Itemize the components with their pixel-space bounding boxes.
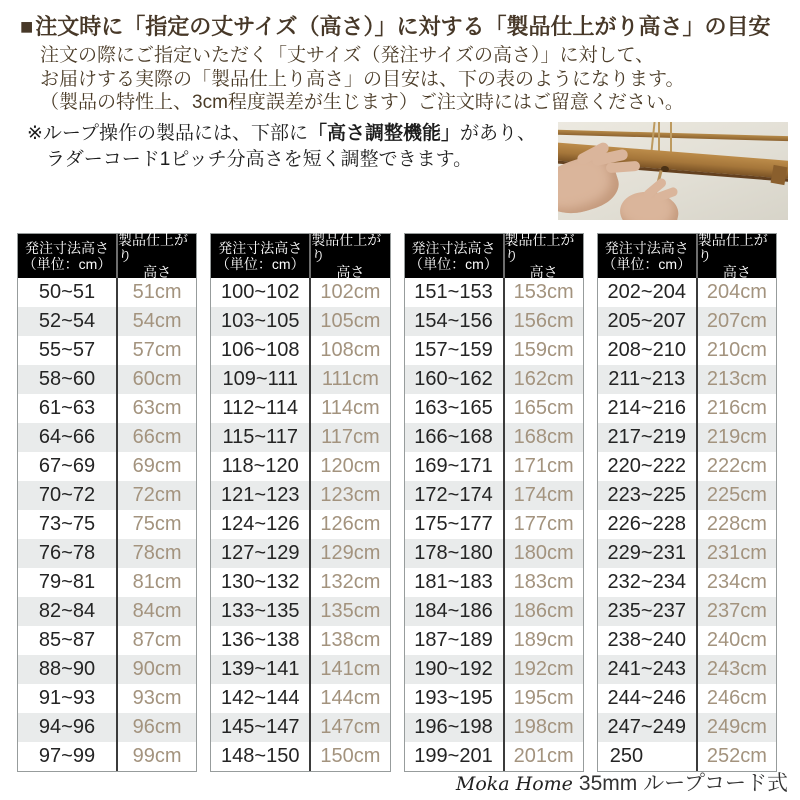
order-size-cell: 85~87 [38, 629, 96, 651]
finished-height-cell: 60cm [116, 365, 196, 394]
finished-height-header [116, 234, 196, 278]
product-type-label: 35mm ループコード式 [578, 772, 788, 795]
table-row [18, 597, 196, 626]
finished-height-cell: 210cm [696, 336, 776, 365]
table-row [18, 684, 196, 713]
finished-height-cell: 156cm [503, 307, 583, 336]
order-size-cell: 217~219 [607, 426, 686, 448]
intro-line: お届けする実際の「製品仕上り高さ」の目安は、下の表のようになります。 [40, 68, 685, 90]
table-row [211, 626, 389, 655]
table-row [18, 423, 196, 452]
order-size-cell: 250 [609, 745, 644, 767]
order-size-cell: 241~243 [607, 658, 686, 680]
order-size-cell: 232~234 [607, 571, 686, 593]
order-size-cell: 205~207 [607, 310, 686, 332]
table-row [598, 539, 776, 568]
finished-height-cell: 219cm [696, 423, 776, 452]
order-size-cell: 115~117 [222, 426, 298, 448]
note-line-1 [27, 121, 557, 147]
page-title-text: 注文時に「指定の丈サイズ（高さ）」に対する「製品仕上がり高さ」の目安 [35, 14, 771, 39]
finished-height-cell: 99cm [116, 742, 196, 771]
order-size-cell: 100~102 [221, 281, 300, 303]
table-row [18, 568, 196, 597]
finished-height-cell: 213cm [696, 365, 776, 394]
finished-height-cell: 231cm [696, 539, 776, 568]
table-row [405, 365, 583, 394]
order-size-cell: 157~159 [414, 339, 493, 361]
table-row [598, 684, 776, 713]
finished-height-cell: 66cm [116, 423, 196, 452]
finished-height-cell: 183cm [503, 568, 583, 597]
table-row [211, 568, 389, 597]
blind-slat [558, 130, 788, 142]
page-title [20, 10, 780, 41]
table-row [405, 452, 583, 481]
order-size-cell: 247~249 [607, 716, 686, 738]
finished-height-cell: 129cm [309, 539, 389, 568]
table-row [211, 481, 389, 510]
finished-height-cell: 168cm [503, 423, 583, 452]
finished-height-cell: 111cm [309, 365, 389, 394]
finished-height-cell: 195cm [503, 684, 583, 713]
finished-height-cell: 69cm [116, 452, 196, 481]
order-size-cell: 187~189 [414, 629, 493, 651]
header-text: 発注寸法高さ [218, 240, 303, 256]
finished-height-cell: 192cm [503, 655, 583, 684]
table-row [18, 336, 196, 365]
loop-adjustment-note [27, 121, 557, 173]
table-row [405, 539, 583, 568]
finished-height-cell: 222cm [696, 452, 776, 481]
finished-height-header [309, 234, 389, 278]
order-size-cell: 211~213 [608, 368, 686, 390]
table-row [211, 307, 389, 336]
finished-height-cell: 150cm [309, 742, 389, 771]
finished-height-cell: 252cm [696, 742, 776, 771]
blind-rail-end [771, 165, 788, 185]
finished-height-cell: 138cm [309, 626, 389, 655]
note-text: ループ操作の製品には、下部に [42, 123, 308, 144]
table-row [598, 713, 776, 742]
finished-height-cell: 141cm [309, 655, 389, 684]
left-hand-finger [606, 161, 641, 173]
finished-height-cell: 240cm [696, 626, 776, 655]
order-size-cell: 73~75 [38, 513, 96, 535]
table-row [405, 336, 583, 365]
finished-height-cell: 135cm [309, 597, 389, 626]
table-row [18, 452, 196, 481]
table-header-row [598, 234, 776, 278]
order-size-cell: 67~69 [38, 455, 96, 477]
table-row [598, 452, 776, 481]
finished-height-cell: 177cm [503, 510, 583, 539]
finished-height-cell: 186cm [503, 597, 583, 626]
table-row [405, 713, 583, 742]
table-row [18, 713, 196, 742]
table-row [18, 742, 196, 771]
table-row [598, 481, 776, 510]
order-size-cell: 142~144 [221, 687, 300, 709]
finished-height-cell: 216cm [696, 394, 776, 423]
finished-height-header [503, 234, 583, 278]
order-size-cell: 91~93 [38, 687, 96, 709]
table-row [405, 626, 583, 655]
table-row [405, 307, 583, 336]
finished-height-cell: 162cm [503, 365, 583, 394]
table-row [18, 655, 196, 684]
finished-height-cell: 204cm [696, 278, 776, 307]
order-size-cell: 82~84 [38, 600, 96, 622]
order-size-header [18, 234, 116, 278]
order-size-cell: 208~210 [607, 339, 686, 361]
table-row [405, 655, 583, 684]
finished-height-cell: 174cm [503, 481, 583, 510]
table-row [598, 626, 776, 655]
finished-height-cell: 132cm [309, 568, 389, 597]
table-row [405, 568, 583, 597]
finished-height-cell: 96cm [116, 713, 196, 742]
size-table-202-250 [597, 233, 777, 772]
square-bullet-icon: ■ [20, 14, 34, 39]
table-header-row [211, 234, 389, 278]
order-size-cell: 160~162 [414, 368, 493, 390]
table-row [211, 713, 389, 742]
order-size-cell: 178~180 [414, 542, 493, 564]
table-row [211, 278, 389, 307]
finished-height-cell: 78cm [116, 539, 196, 568]
finished-height-cell: 126cm [309, 510, 389, 539]
table-row [18, 539, 196, 568]
order-size-cell: 151~153 [414, 281, 493, 303]
note-text: があり、 [460, 123, 537, 144]
finished-height-cell: 105cm [309, 307, 389, 336]
table-row [598, 510, 776, 539]
intro-line: （製品の特性上、3cm程度誤差が生じます）ご注文時にはご留意ください。 [40, 92, 684, 113]
table-row [18, 481, 196, 510]
header-text: 製品仕上がり [504, 232, 575, 264]
finished-height-cell: 93cm [116, 684, 196, 713]
table-row [18, 394, 196, 423]
table-row [598, 655, 776, 684]
header-text: 製品仕上がり [311, 232, 382, 264]
order-size-cell: 190~192 [414, 658, 493, 680]
order-size-cell: 172~174 [414, 484, 493, 506]
order-size-cell: 193~195 [414, 687, 493, 709]
order-size-cell: 202~204 [607, 281, 686, 303]
finished-height-cell: 51cm [116, 278, 196, 307]
size-table-151-201 [404, 233, 584, 772]
order-size-cell: 169~171 [414, 455, 493, 477]
brand-footer [456, 767, 788, 797]
table-row [211, 539, 389, 568]
brand-logo-text: Moka Home [455, 773, 573, 795]
order-size-cell: 52~54 [38, 310, 96, 332]
table-row [598, 394, 776, 423]
table-row [18, 278, 196, 307]
order-size-cell: 70~72 [38, 484, 96, 506]
order-size-cell: 184~186 [414, 600, 493, 622]
header-text: （単位：cm） [409, 256, 498, 272]
height-adjustment-photo [558, 122, 788, 220]
finished-height-cell: 165cm [503, 394, 583, 423]
order-size-cell: 175~177 [414, 513, 493, 535]
finished-height-cell: 237cm [696, 597, 776, 626]
order-size-cell: 181~183 [414, 571, 493, 593]
header-text: （単位：cm） [215, 256, 305, 272]
finished-height-cell: 81cm [116, 568, 196, 597]
header-text: 高さ [143, 264, 172, 280]
order-size-cell: 103~105 [221, 310, 300, 332]
finished-height-cell: 108cm [309, 336, 389, 365]
header-text: （単位：cm） [602, 256, 692, 272]
order-size-cell: 97~99 [38, 745, 96, 767]
header-text: 高さ [722, 264, 751, 280]
header-text: 発注寸法高さ [25, 240, 110, 256]
order-size-cell: 50~51 [38, 281, 96, 303]
table-row [211, 655, 389, 684]
order-size-cell: 244~246 [607, 687, 686, 709]
order-size-cell: 118~120 [221, 455, 299, 477]
finished-height-cell: 189cm [503, 626, 583, 655]
header-text: 製品仕上がり [697, 232, 768, 264]
table-row [18, 510, 196, 539]
table-row [405, 510, 583, 539]
order-size-cell: 133~135 [221, 600, 300, 622]
order-size-cell: 79~81 [38, 571, 96, 593]
finished-height-cell: 159cm [503, 336, 583, 365]
table-row [405, 423, 583, 452]
finished-height-cell: 84cm [116, 597, 196, 626]
intro-line: 注文の際にご指定いただく「丈サイズ（発注サイズの高さ）」に対して、 [40, 45, 655, 66]
order-size-cell: 94~96 [38, 716, 96, 738]
finished-height-cell: 63cm [116, 394, 196, 423]
order-size-cell: 109~111 [222, 368, 298, 390]
finished-height-cell: 72cm [116, 481, 196, 510]
order-size-cell: 199~201 [414, 745, 493, 767]
finished-height-cell: 153cm [503, 278, 583, 307]
order-size-cell: 88~90 [38, 658, 96, 680]
order-size-cell: 154~156 [414, 310, 493, 332]
table-row [211, 684, 389, 713]
table-row [598, 336, 776, 365]
table-row [211, 597, 389, 626]
size-table-50-99 [17, 233, 197, 772]
table-row [18, 365, 196, 394]
order-size-cell: 148~150 [221, 745, 300, 767]
finished-height-cell: 198cm [503, 713, 583, 742]
table-row [18, 626, 196, 655]
order-size-cell: 235~237 [607, 600, 686, 622]
order-size-cell: 127~129 [221, 542, 300, 564]
note-bold-feature: 「高さ調整機能」 [307, 123, 460, 144]
finished-height-cell: 228cm [696, 510, 776, 539]
table-row [211, 452, 389, 481]
order-size-cell: 121~123 [221, 484, 300, 506]
order-size-header [211, 234, 309, 278]
size-conversion-tables [17, 233, 777, 772]
order-size-header [405, 234, 503, 278]
table-row [211, 423, 389, 452]
finished-height-cell: 90cm [116, 655, 196, 684]
table-row [598, 423, 776, 452]
finished-height-cell: 123cm [309, 481, 389, 510]
order-size-cell: 130~132 [221, 571, 300, 593]
table-row [598, 568, 776, 597]
finished-height-cell: 57cm [116, 336, 196, 365]
order-size-cell: 163~165 [414, 397, 493, 419]
table-header-row [18, 234, 196, 278]
header-text: 発注寸法高さ [411, 240, 496, 256]
order-size-cell: 196~198 [414, 716, 493, 738]
order-size-cell: 226~228 [607, 513, 686, 535]
table-row [405, 394, 583, 423]
order-size-header [598, 234, 696, 278]
table-row [598, 597, 776, 626]
finished-height-cell: 207cm [696, 307, 776, 336]
order-size-cell: 214~216 [607, 397, 686, 419]
finished-height-cell: 243cm [696, 655, 776, 684]
finished-height-cell: 249cm [696, 713, 776, 742]
table-row [598, 278, 776, 307]
order-size-cell: 112~114 [222, 397, 298, 419]
finished-height-cell: 120cm [309, 452, 389, 481]
finished-height-cell: 246cm [696, 684, 776, 713]
finished-height-cell: 144cm [309, 684, 389, 713]
order-size-cell: 238~240 [607, 629, 686, 651]
finished-height-cell: 147cm [309, 713, 389, 742]
order-size-cell: 220~222 [607, 455, 686, 477]
finished-height-cell: 102cm [309, 278, 389, 307]
order-size-cell: 136~138 [221, 629, 300, 651]
table-row [405, 684, 583, 713]
finished-height-cell: 225cm [696, 481, 776, 510]
finished-height-cell: 180cm [503, 539, 583, 568]
finished-height-header [696, 234, 776, 278]
header-text: （単位：cm） [22, 256, 112, 272]
order-size-cell: 55~57 [38, 339, 96, 361]
order-size-cell: 58~60 [38, 368, 96, 390]
table-row [18, 307, 196, 336]
finished-height-cell: 87cm [116, 626, 196, 655]
table-row [211, 394, 389, 423]
order-size-cell: 223~225 [607, 484, 686, 506]
note-asterisk: ※ [27, 123, 43, 144]
finished-height-cell: 75cm [116, 510, 196, 539]
header-text: 発注寸法高さ [604, 240, 689, 256]
finished-height-cell: 114cm [309, 394, 389, 423]
header-text: 高さ [336, 264, 365, 280]
header-text: 製品仕上がり [118, 232, 189, 264]
header-text: 高さ [529, 264, 558, 280]
order-size-cell: 76~78 [38, 542, 96, 564]
order-size-cell: 106~108 [221, 339, 300, 361]
table-row [598, 365, 776, 394]
table-row [211, 510, 389, 539]
order-size-cell: 139~141 [221, 658, 300, 680]
order-size-cell: 166~168 [414, 426, 493, 448]
table-row [211, 742, 389, 771]
finished-height-cell: 234cm [696, 568, 776, 597]
table-row [405, 597, 583, 626]
intro-paragraph [40, 44, 740, 115]
table-header-row [405, 234, 583, 278]
table-row [598, 307, 776, 336]
note-line-2: ラダーコード1ピッチ分高さを短く調整できます。 [46, 149, 473, 170]
finished-height-cell: 201cm [503, 742, 583, 771]
table-row [405, 278, 583, 307]
order-size-cell: 124~126 [221, 513, 300, 535]
size-table-100-150 [210, 233, 390, 772]
finished-height-cell: 171cm [503, 452, 583, 481]
table-row [211, 336, 389, 365]
table-row [211, 365, 389, 394]
order-size-cell: 229~231 [607, 542, 686, 564]
order-size-cell: 64~66 [38, 426, 96, 448]
order-size-cell: 61~63 [38, 397, 96, 419]
finished-height-cell: 54cm [116, 307, 196, 336]
table-row [405, 481, 583, 510]
order-size-cell: 145~147 [221, 716, 300, 738]
finished-height-cell: 117cm [309, 423, 389, 452]
